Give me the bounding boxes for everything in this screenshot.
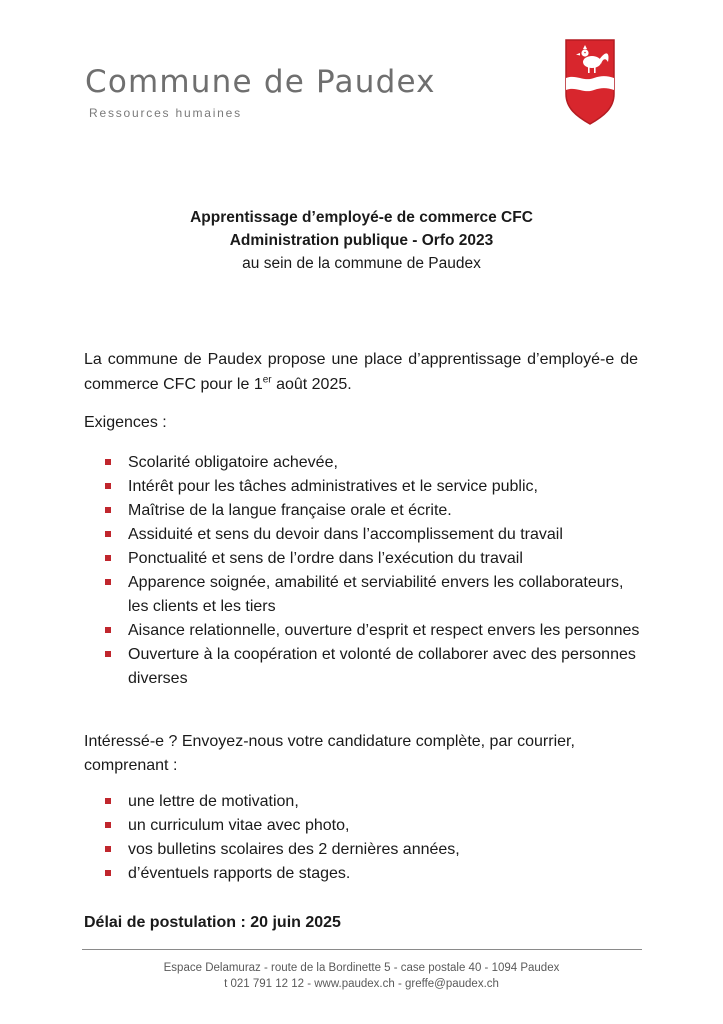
list-item	[104, 475, 644, 499]
list-item	[104, 571, 644, 619]
footer-contact: t 021 791 12 12 - www.paudex.ch - greffe@paudex.ch	[224, 978, 499, 990]
department-name: Ressources humaines	[89, 106, 242, 120]
intro-text-end: août 2025.	[271, 376, 352, 393]
job-heading	[0, 206, 723, 275]
list-item-text: une lettre de motivation,	[128, 793, 299, 810]
list-item	[104, 619, 644, 643]
requirements-label: Exigences :	[84, 414, 167, 431]
bullet-square-icon	[105, 459, 111, 465]
bullet-square-icon	[105, 507, 111, 513]
heading-program: Administration publique - Orfo 2023	[229, 232, 494, 249]
bullet-square-icon	[105, 555, 111, 561]
bullet-square-icon	[105, 846, 111, 852]
application-deadline: Délai de postulation : 20 juin 2025	[84, 914, 341, 931]
list-item	[104, 862, 644, 886]
list-item-text: vos bulletins scolaires des 2 dernières années,	[128, 841, 460, 858]
list-item	[104, 814, 644, 838]
list-item	[104, 523, 644, 547]
intro-text: La commune de Paudex propose une place d’apprentissage d’employé-e de commerce CFC pour le 1	[84, 351, 638, 393]
list-item	[104, 499, 644, 523]
heading-title: Apprentissage d’employé-e de commerce CFC	[190, 209, 533, 226]
application-instructions: Intéressé-e ? Envoyez-nous votre candidature complète, par courrier, comprenant :	[84, 733, 575, 774]
footer-address: Espace Delamuraz - route de la Bordinette 5 - case postale 40 - 1094 Paudex	[163, 962, 560, 974]
bullet-square-icon	[105, 651, 111, 657]
list-item-text: Maîtrise de la langue française orale et écrite.	[128, 502, 452, 519]
list-item	[104, 451, 644, 475]
list-item-text: un curriculum vitae avec photo,	[128, 817, 350, 834]
bullet-square-icon	[105, 483, 111, 489]
list-item-text: Aisance relationnelle, ouverture d’esprit et respect envers les personnes	[128, 622, 640, 639]
intro-superscript: er	[262, 374, 272, 386]
bullet-square-icon	[105, 870, 111, 876]
list-item	[104, 547, 644, 571]
list-item	[104, 790, 644, 814]
list-item-text: Intérêt pour les tâches administratives et le service public,	[128, 478, 538, 495]
coat-of-arms-icon	[564, 38, 616, 126]
list-item-text: d’éventuels rapports de stages.	[128, 865, 351, 882]
list-item-text: Ouverture à la coopération et volonté de collaborer avec des personnes diverses	[128, 646, 636, 687]
list-item-text: Ponctualité et sens de l’ordre dans l’exécution du travail	[128, 550, 523, 567]
bullet-square-icon	[105, 627, 111, 633]
requirements-list	[104, 451, 644, 691]
list-item	[104, 838, 644, 862]
commune-name: Commune de Paudex	[85, 64, 436, 100]
bullet-square-icon	[105, 579, 111, 585]
bullet-square-icon	[105, 531, 111, 537]
bullet-square-icon	[105, 798, 111, 804]
list-item-text: Apparence soignée, amabilité et serviabilité envers les collaborateurs, les clients et les tiers	[128, 574, 624, 615]
intro-paragraph	[84, 347, 638, 397]
list-item-text: Scolarité obligatoire achevée,	[128, 454, 338, 471]
bullet-square-icon	[105, 822, 111, 828]
list-item-text: Assiduité et sens du devoir dans l’accomplissement du travail	[128, 526, 563, 543]
heading-location: au sein de la commune de Paudex	[242, 255, 481, 272]
list-item	[104, 643, 644, 691]
footer-divider	[82, 949, 642, 950]
documents-list	[104, 790, 644, 886]
